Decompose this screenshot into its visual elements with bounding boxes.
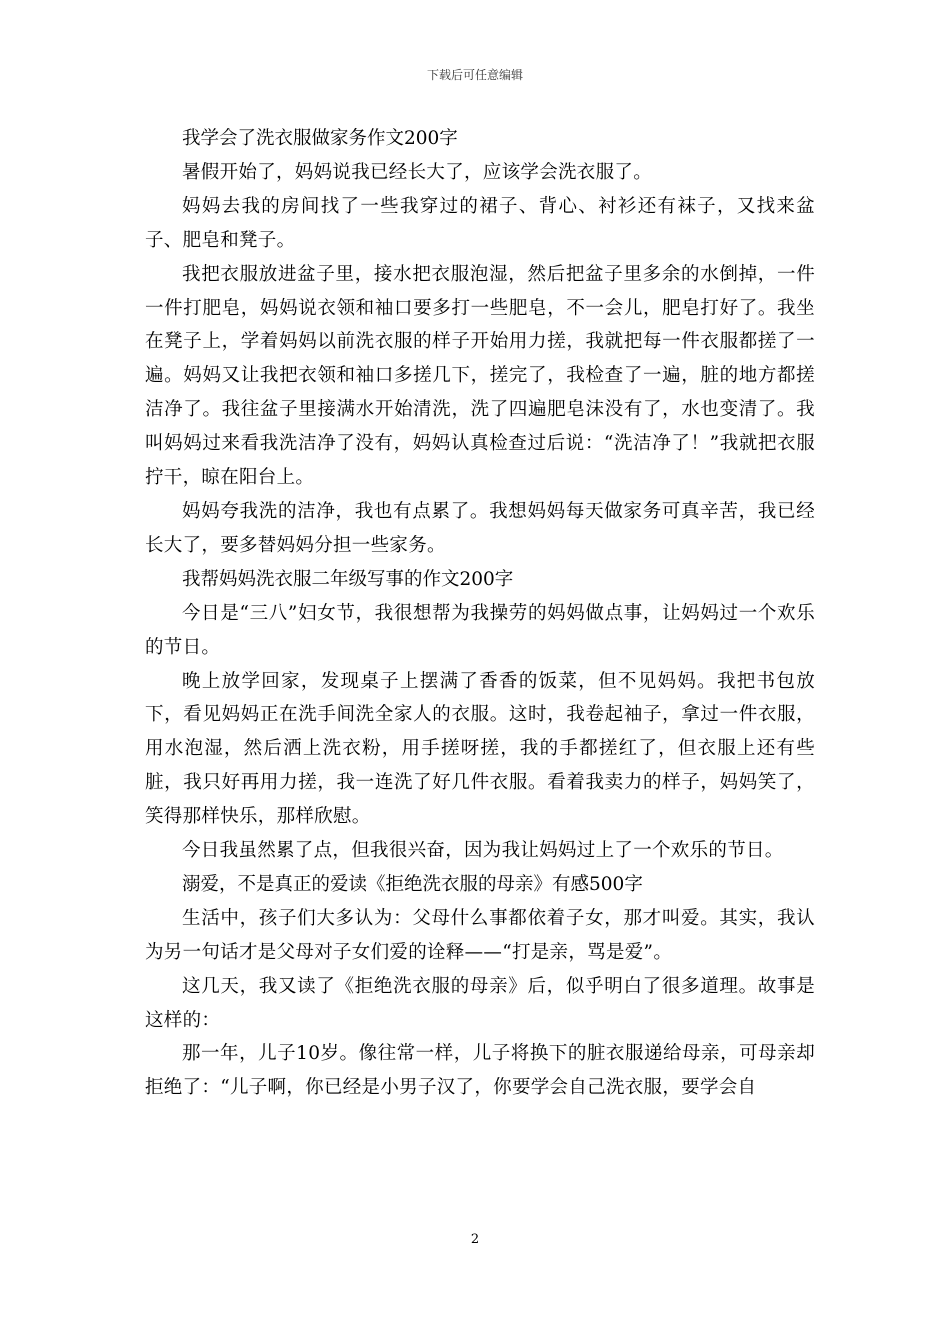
page-header: 下载后可任意编辑 (426, 68, 523, 82)
page-number: 2 (470, 1232, 480, 1247)
paragraph: 暑假开始了，妈妈说我已经长大了，应该学会洗衣服了。 (182, 161, 653, 183)
essay-title-1: 我学会了洗衣服做家务作文200字 (182, 128, 458, 149)
paragraph: 这几天，我又读了《拒绝洗衣服的母亲》后，似乎明白了很多道理。故事是这样的： (145, 975, 815, 1031)
paragraph: 妈妈夸我洗的洁净，我也有点累了。我想妈妈每天做家务可真辛苦，我已经长大了，要多替妈妈分担一些家务。 (145, 500, 815, 556)
paragraph: 今日是“三八”妇女节，我很想帮为我操劳的妈妈做点事，让妈妈过一个欢乐的节日。 (145, 602, 815, 658)
essay-title-2: 我帮妈妈洗衣服二年级写事的作文200字 (182, 568, 514, 590)
paragraph: 今日我虽然累了点，但我很兴奋，因为我让妈妈过上了一个欢乐的节日。 (182, 840, 784, 862)
paragraph: 生活中，孩子们大多认为：父母什么事都依着子女，那才叫爱。其实，我认为另一句话才是父母对子女们爱的诠释——“打是亲，骂是爱”。 (145, 907, 815, 963)
paragraph: 妈妈去我的房间找了一些我穿过的裙子、背心、衬衫还有袜子，又找来盆子、肥皂和凳子。 (145, 195, 815, 251)
essay-title-3: 溺爱，不是真正的爱读《拒绝洗衣服的母亲》有感500字 (182, 873, 643, 895)
paragraph: 那一年，儿子10岁。像往常一样，儿子将换下的脏衣服递给母亲，可母亲却拒绝了：“儿子啊，你已经是小男子汉了，你要学会自己洗衣服，要学会自 (145, 1043, 815, 1099)
document-body (145, 122, 815, 1105)
paragraph: 我把衣服放进盆子里，接水把衣服泡湿，然后把盆子里多余的水倒掉，一件一件打肥皂，妈妈说衣领和袖口要多打一些肥皂，不一会儿，肥皂打好了。我坐在凳子上，学着妈妈以前洗衣服的样子开始用力搓，我就把每一件衣服都搓了一遍。妈妈又让我把衣领和袖口多搓几下，搓完了，我检查了一遍，脏的地方都搓洁净了。我往盆子里接满水开始清洗，洗了四遍肥皂沫没有了，水也变清了。我叫妈妈过来看我洗洁净了没有，妈妈认真检查过后说：“洗洁净了！”我就把衣服拧干，晾在阳台上。 (145, 263, 815, 489)
paragraph: 晚上放学回家，发现桌子上摆满了香香的饭菜，但不见妈妈。我把书包放下，看见妈妈正在洗手间洗全家人的衣服。这时，我卷起袖子，拿过一件衣服，用水泡湿，然后洒上洗衣粉，用手搓呀搓，我的手都搓红了，但衣服上还有些脏，我只好再用力搓，我一连洗了好几件衣服。看着我卖力的样子，妈妈笑了，笑得那样快乐，那样欣慰。 (145, 670, 815, 828)
